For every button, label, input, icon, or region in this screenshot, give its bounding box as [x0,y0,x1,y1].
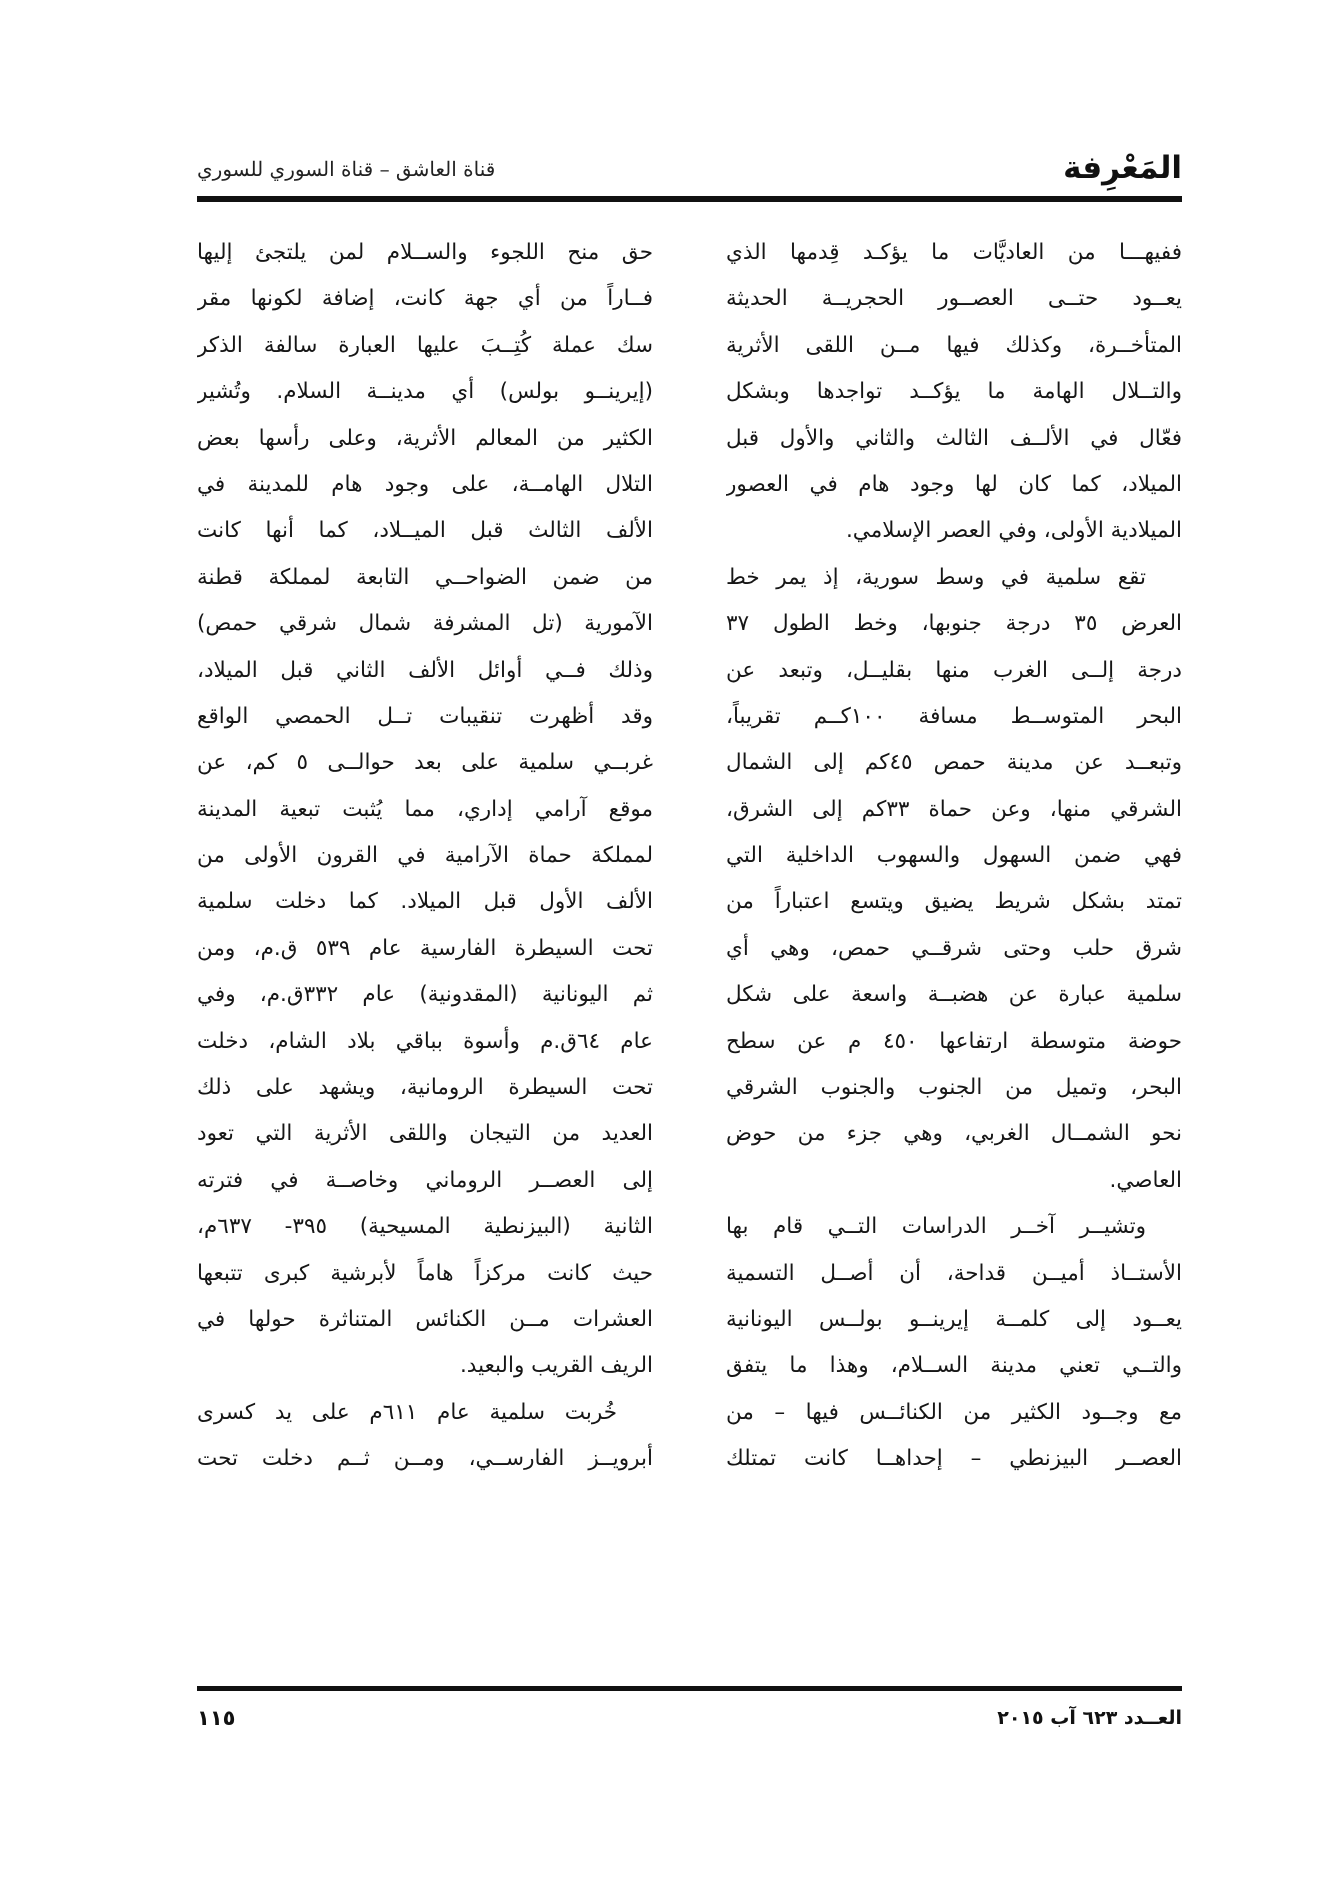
text-line: لمملكة حماة الآرامية في القرون الأولى من [197,843,653,869]
text-line: الميلادية الأولى، وفي العصر الإسلامي. [845,518,1182,544]
text-line: حوضة متوسطة ارتفاعها ٤٥٠ م عن سطح [726,1028,1182,1054]
text-line: المتأخــرة، وكذلك فيها مــن اللقى الأثرية [726,332,1182,358]
text-line: والتــلال الهامة ما يؤكــد تواجدها وبشكل [726,379,1182,405]
page-footer [197,1700,1182,1740]
text-line: حق منح اللجوء والســلام لمن يلتجئ إليها [197,240,653,265]
text-line: وقد أظهرت تنقيبات تــل الحمصي الواقع [197,703,653,729]
text-line: فعّال في الألــف الثالث والثاني والأول قبل [726,425,1182,451]
text-line: وتبعــد عن مدينة حمص ٤٥كم إلى الشمال [726,750,1182,776]
text-line: الميلاد، كما كان لها وجود هام في العصور [726,471,1182,497]
text-line: الآمورية (تل المشرفة شمال شرقي حمص) [197,611,653,637]
text-line: يعــود إلى كلمــة إيرينــو بولــس اليونانية [726,1306,1182,1332]
right-column [726,230,1182,1483]
text-line: ثم اليونانية (المقدونية) عام ٣٣٢ق.م، وفي [197,982,653,1008]
text-line: البحر، وتميل من الجنوب والجنوب الشرقي [726,1075,1182,1101]
text-line: الشرقي منها، وعن حماة ٣٣كم إلى الشرق، [726,796,1182,822]
text-line: العرض ٣٥ درجة جنوبها، وخط الطول ٣٧ [726,611,1182,637]
text-line: حيث كانت مركزاً هاماً لأبرشية كبرى تتبعها [197,1260,653,1286]
text-line: يعــود حتــى العصــور الحجريــة الحديثة [726,286,1182,312]
text-line: الثانية (البيزنطية المسيحية) ٣٩٥- ٦٣٧م، [197,1214,653,1240]
text-line: تحت السيطرة الرومانية، ويشهد على ذلك [197,1075,653,1101]
text-line: من ضمن الضواحــي التابعة لمملكة قطنة [197,564,653,590]
text-line: مع وجــود الكثير من الكنائــس فيها – من [726,1399,1182,1425]
text-line: الأستــاذ أميــن قداحة، أن أصــل التسمية [726,1260,1182,1286]
text-line: (إيرينــو بولس) أي مدينــة السلام. وتُشير [197,379,653,405]
page-number: ١١٥ [197,1706,236,1730]
text-line: الألف الثالث قبل الميــلاد، كما أنها كانت [197,518,653,544]
page-header [197,148,1182,196]
text-line: التلال الهامــة، على وجود هام للمدينة في [197,471,653,497]
running-title: قناة العاشق – قناة السوري للسوري [197,157,496,181]
header-rule [197,196,1182,202]
text-line: خُربت سلمية عام ٦١١م على يد كسرى [197,1399,617,1425]
text-line: نحو الشمــال الغربي، وهي جزء من حوض [726,1121,1182,1147]
text-line: فهي ضمن السهول والسهوب الداخلية التي [726,843,1182,869]
text-line: الريف القريب والبعيد. [459,1353,653,1379]
text-line: ففيهـــا من العاديَّات ما يؤكـد قِدمها الذي [726,240,1182,265]
text-line: العشرات مــن الكنائس المتناثرة حولها في [197,1306,653,1332]
text-line: العاصي. [1109,1167,1182,1193]
text-line: العصــر البيزنطي – إحداهــا كانت تمتلك [726,1446,1182,1472]
text-line: غربــي سلمية على بعد حوالــى ٥ كم، عن [197,750,653,776]
text-line: وذلك فــي أوائل الألف الثاني قبل الميلاد، [197,657,653,683]
text-line: وتشيــر آخــر الدراسات التــي قام بها [726,1214,1146,1240]
footer-rule [197,1686,1182,1691]
text-line: عام ٦٤ق.م وأسوة بباقي بلاد الشام، دخلت [197,1028,653,1054]
text-line: سلمية عبارة عن هضبــة واسعة على شكل [726,982,1182,1008]
text-line: تقع سلمية في وسط سورية، إذ يمر خط [726,564,1146,590]
text-line: والتــي تعني مدينة الســلام، وهذا ما يتفق [726,1353,1182,1379]
text-line: سك عملة كُتِــبَ عليها العبارة سالفة الذكر [197,332,653,358]
text-line: البحر المتوســط مسافة ١٠٠كــم تقريباً، [726,703,1182,729]
text-line: شرق حلب وحتى شرقــي حمص، وهي أي [726,935,1182,961]
text-line: العديد من التيجان واللقى الأثرية التي تعود [197,1121,653,1147]
text-line: إلى العصــر الروماني وخاصــة في فترته [197,1167,653,1193]
text-line: الكثير من المعالم الأثرية، وعلى رأسها بعض [197,425,653,451]
magazine-logo: المَعْرِفة [1063,150,1182,186]
text-line: درجة إلــى الغرب منها بقليــل، وتبعد عن [726,657,1182,683]
text-line: أبرويــز الفارســي، ومــن ثــم دخلت تحت [197,1446,653,1472]
issue-info: العــدد ٦٢٣ آب ٢٠١٥ [997,1707,1182,1729]
text-line: تحت السيطرة الفارسية عام ٥٣٩ ق.م، ومن [197,935,653,961]
text-line: تمتد بشكل شريط يضيق ويتسع اعتباراً من [726,889,1182,915]
text-line: الألف الأول قبل الميلاد. كما دخلت سلمية [197,889,653,915]
left-column [197,230,653,1483]
text-line: فــاراً من أي جهة كانت، إضافة لكونها مقر [197,286,653,312]
text-line: موقع آرامي إداري، مما يُثبت تبعية المدينة [197,796,653,822]
